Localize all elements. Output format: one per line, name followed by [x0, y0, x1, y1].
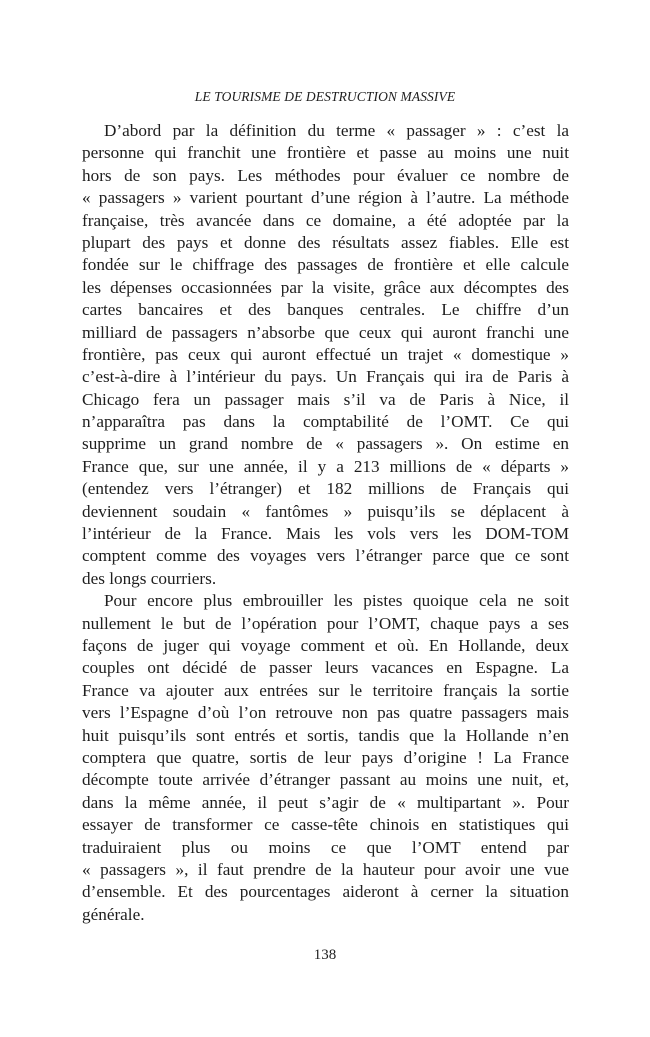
- text-line: générale.: [82, 904, 145, 924]
- text-line: Pour encore plus embrouiller les pistes quoique cela ne soit: [104, 591, 569, 611]
- text-line: hors de son pays. Les méthodes pour évaluer ce nombre de: [82, 165, 569, 185]
- text-line: d’ensemble. Et des pourcentages aideront à cerner la situation: [82, 882, 569, 902]
- text-line: personne qui franchit une frontière et passe au moins une nuit: [82, 143, 569, 163]
- text-line: fondée sur le chiffrage des passages de frontière et elle calcule: [82, 255, 569, 275]
- text-line: n’apparaîtra pas dans la comptabilité de l’OMT. Ce qui: [82, 412, 569, 432]
- text-line: « passagers », il faut prendre de la hauteur pour avoir une vue: [82, 859, 569, 879]
- text-line: plupart des pays et donne des résultats assez fiables. Elle est: [82, 232, 569, 252]
- text-line: deviennent soudain « fantômes » puisqu’ils se déplacent à: [82, 501, 569, 521]
- text-line: comptent comme des voyages vers l’étranger parce que ce sont: [82, 546, 569, 566]
- paragraph: [82, 590, 569, 926]
- text-line: des longs courriers.: [82, 568, 217, 588]
- text-line: essayer de transformer ce casse-tête chinois en statistiques qui: [82, 815, 569, 835]
- text-line: D’abord par la définition du terme « passager » : c’est la: [104, 121, 569, 140]
- text-line: traduiraient plus ou moins ce que l’OMT entend par: [82, 837, 569, 857]
- running-head: LE TOURISME DE DESTRUCTION MASSIVE: [194, 89, 456, 104]
- text-line: (entendez vers l’étranger) et 182 millions de Français qui: [82, 479, 569, 499]
- text-line: couples ont décidé de passer leurs vacances en Espagne. La: [82, 658, 569, 678]
- text-line: cartes bancaires et des banques centrales. Le chiffre d’un: [82, 300, 569, 320]
- text-line: décompte toute arrivée d’étranger passant au moins une nuit, et,: [82, 770, 569, 790]
- text-line: les dépenses occasionnées par la visite, grâce aux décomptes des: [82, 277, 569, 297]
- text-line: française, très avancée dans ce domaine, a été adoptée par la: [82, 210, 569, 230]
- page-number: 138: [313, 947, 337, 963]
- text-line: comptera que quatre, sortis de leur pays d’origine ! La France: [82, 747, 569, 767]
- paragraph: [82, 120, 569, 590]
- text-line: « passagers » varient pourtant d’une région à l’autre. La méthode: [82, 188, 569, 208]
- text-line: dans la même année, il peut s’agir de « multipartant ». Pour: [82, 792, 569, 812]
- text-line: façons de juger qui voyage comment et où. En Hollande, deux: [82, 635, 569, 655]
- text-line: Chicago fera un passager mais s’il va de Paris à Nice, il: [82, 389, 569, 409]
- text-line: frontière, pas ceux qui auront effectué un trajet « domestique »: [82, 344, 569, 364]
- body-text: [82, 120, 569, 926]
- text-line: milliard de passagers n’absorbe que ceux qui auront franchi une: [82, 322, 569, 342]
- text-line: nullement le but de l’opération pour l’OMT, chaque pays a ses: [82, 613, 569, 633]
- text-line: vers l’Espagne d’où l’on retrouve non pas quatre passagers mais: [82, 703, 569, 723]
- text-line: France que, sur une année, il y a 213 millions de « départs »: [82, 456, 569, 476]
- text-line: c’est-à-dire à l’intérieur du pays. Un Français qui ira de Paris à: [82, 367, 569, 387]
- text-line: France va ajouter aux entrées sur le territoire français la sortie: [82, 680, 569, 700]
- text-line: huit puisqu’ils sont entrés et sortis, tandis que la Hollande n’en: [82, 725, 569, 745]
- text-line: supprime un grand nombre de « passagers ». On estime en: [82, 434, 569, 454]
- text-line: l’intérieur de la France. Mais les vols vers les DOM-TOM: [82, 524, 569, 544]
